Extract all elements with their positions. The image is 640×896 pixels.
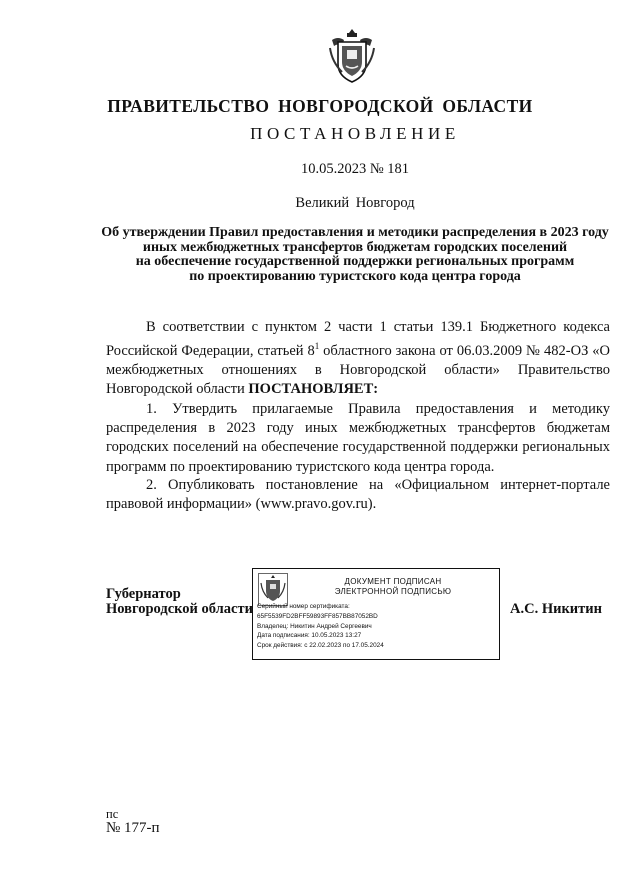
stamp-signed-date: Дата подписания: 10.05.2023 13:27 bbox=[257, 632, 362, 640]
footer-number: № 177-п bbox=[106, 820, 160, 836]
stamp-validity: Срок действия: с 22.02.2023 по 17.05.2024 bbox=[257, 642, 384, 650]
preamble-text: В соответствии с пунктом 2 части 1 статьи 139.1 Бюджетного кодекса Российской Федерации, статьей 8 bbox=[106, 319, 610, 360]
preamble-paragraph bbox=[106, 318, 610, 400]
stamp-heading-line: ЭЛЕКТРОННОЙ ПОДПИСЬЮ bbox=[334, 587, 452, 596]
stamp-details bbox=[257, 602, 384, 651]
title-line: Об утверждении Правил предоставления и методики распределения в 2023 году bbox=[101, 225, 609, 240]
stamp-heading-line: ДОКУМЕНТ ПОДПИСАН bbox=[344, 577, 442, 586]
footer-initials: пс bbox=[106, 807, 119, 821]
coat-of-arms-emblem bbox=[326, 26, 378, 86]
document-type: ПОСТАНОВЛЕНИЕ bbox=[250, 124, 460, 143]
electronic-signature-stamp bbox=[252, 568, 500, 660]
footer-reference bbox=[106, 807, 160, 835]
title-line: иных межбюджетных трансфертов бюджетам городских поселений bbox=[142, 239, 568, 255]
signer-position-line: Новгородской области bbox=[106, 601, 253, 617]
document-title bbox=[100, 226, 610, 284]
organization-title: ПРАВИТЕЛЬСТВО НОВГОРОДСКОЙ ОБЛАСТИ bbox=[107, 96, 533, 116]
signer-position bbox=[106, 587, 253, 617]
stamp-heading bbox=[293, 577, 493, 597]
resolution-keyword: ПОСТАНОВЛЯЕТ: bbox=[248, 381, 379, 398]
signer-position-line: Губернатор bbox=[106, 586, 181, 602]
title-line: по проектированию туристского кода центра города bbox=[189, 268, 521, 284]
stamp-owner: Владелец: Никитин Андрей Сергеевич bbox=[257, 622, 372, 630]
title-line: на обеспечение государственной поддержки региональных программ bbox=[135, 254, 575, 269]
item-2-paragraph: 2. Опубликовать постановление на «Официальном интернет-портале правовой информации» (www.pravo.gov.ru). bbox=[106, 477, 610, 513]
stamp-serial-number: 65F5539FD2BFF59893FF857BB87052BD bbox=[257, 612, 378, 620]
stamp-serial-label: Серийный номер сертификата: bbox=[257, 603, 350, 610]
item-1-paragraph: 1. Утвердить прилагаемые Правила предоставления и методику распределения в 2023 году иных межбюджетных трансфертов бюджетам городских поселений на обеспечение государственной поддержки региональных программ по проектированию туристского кода центра города. bbox=[106, 401, 610, 475]
preamble-text-continued: областного закона от 06.03.2009 № 482-ОЗ «О межбюджетных отношениях в Новгородской области» Правительство Новгородской области bbox=[106, 343, 611, 398]
document-date-number: 10.05.2023 № 181 bbox=[300, 161, 410, 177]
article-superscript: 1 bbox=[314, 341, 320, 352]
signer-name: А.С. Никитин bbox=[510, 601, 602, 617]
document-city: Великий Новгород bbox=[295, 195, 415, 211]
